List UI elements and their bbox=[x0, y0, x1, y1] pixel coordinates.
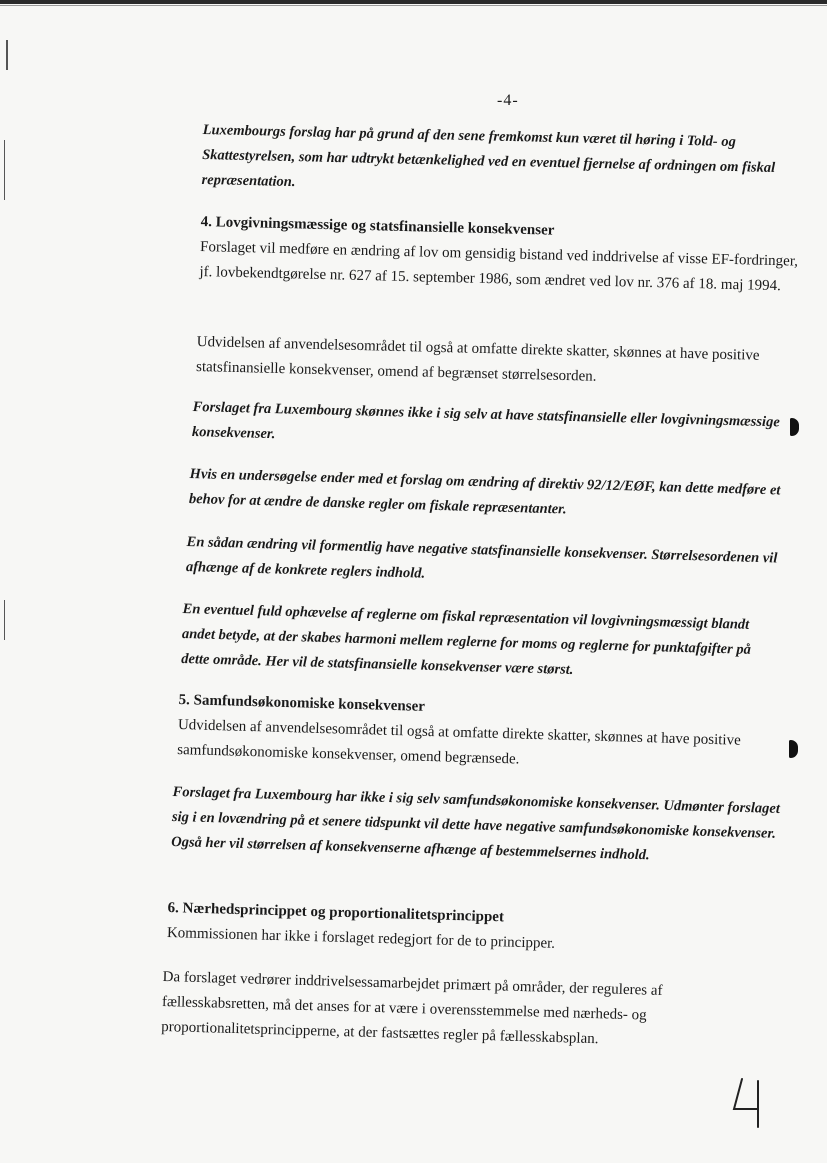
scan-left-edge-mark bbox=[4, 140, 5, 200]
scan-top-edge bbox=[0, 0, 827, 4]
scan-left-edge-mark bbox=[6, 40, 8, 70]
paragraph-direct-taxes-state: Udvidelsen af anvendelsesområdet til også at omfatte direkte skatter, skønnes at have positive statsfinansielle konsekvenser, omend af begrænset størrelsesorden. bbox=[195, 333, 760, 385]
section-5 bbox=[177, 688, 784, 780]
margin-punch-mark bbox=[789, 740, 798, 758]
paragraph-socioeconomic: Forslaget fra Luxembourg har ikke i sig selv samfundsøkonomiske konsekvenser. Udmønter forslaget sig i en lovændring på et senere tidspunkt vil dette have negative samfundsøkonomiske konsekvenser. Også her vil størrelsen af konsekvenserne afhænge af bestemmelsernes indhold. bbox=[171, 783, 781, 864]
paragraph-subsidiarity: Da forslaget vedrører inddrivelsessamarbejdet primært på områder, der reguleres af fællesskabsretten, må det anses for at være i overensstemmelse med nærheds- og proportionalitetsprincipperne, at der fastsættes regler på fællesskabsplan. bbox=[161, 968, 663, 1048]
scan-top-edge-line bbox=[0, 5, 827, 6]
paragraph-luxembourg-no-consequences: Forslaget fra Luxembourg skønnes ikke i sig selv at have statsfinansielle eller lovgivningsmæssige konsekvenser. bbox=[191, 398, 780, 443]
paragraph-luxembourg-hearing: Luxembourgs forslag har på grund af den sene fremkomst kun været til høring i Told- og Skattestyrelsen, som har udtrykt betænkelighed ved en eventuel fjernelse af ordningen om fiskal repræsentation. bbox=[201, 121, 776, 191]
section-4 bbox=[199, 210, 811, 300]
paragraph-negative-consequences: En sådan ændring vil formentlig have negative statsfinansielle konsekvenser. Størrelsesordenen vil afhænge af de konkrete reglers indhold. bbox=[185, 533, 778, 582]
scan-left-edge-mark bbox=[4, 600, 5, 640]
section-6-text: Kommissionen har ikke i forslaget redegjort for de to principper. bbox=[166, 924, 556, 952]
margin-punch-mark bbox=[790, 418, 799, 436]
page-number: -4- bbox=[497, 92, 519, 109]
section-5-text: Udvidelsen af anvendelsesområdet til også at omfatte direkte skatter, skønnes at have positive samfundsøkonomiske konsekvenser, omend begrænsede. bbox=[177, 716, 741, 768]
section-4-heading: 4. Lovgivningsmæssige og statsfinansielle konsekvenser bbox=[200, 213, 555, 239]
section-4-text: Forslaget vil medføre en ændring af lov om gensidig bistand ved inddrivelse af visse EF-fordringer, jf. lovbekendtgørelse nr. 627 af 15. september 1986, som ændret ved lov nr. 376 af 18. maj 1994. bbox=[199, 238, 799, 295]
paragraph-full-repeal: En eventuel fuld ophævelse af reglerne om fiskal repræsentation vil lovgivningsmæssigt blandt andet betyde, at der skabes harmoni mellem reglerne for moms og reglerne for punktafgifter på dette område. Her vil de statsfinansielle konsekvenser være størst. bbox=[181, 600, 752, 678]
section-6-heading: 6. Nærhedsprincippet og proportionalitetsprincippet bbox=[167, 899, 505, 926]
section-5-heading: 5. Samfundsøkonomiske konsekvenser bbox=[178, 691, 426, 715]
handwritten-page-number bbox=[728, 1075, 768, 1131]
paragraph-directive-change: Hvis en undersøgelse ender med et forslag om ændring af direktiv 92/12/EØF, kan dette medføre et behov for at ændre de danske regler om fiskale repræsentanter. bbox=[188, 465, 781, 518]
section-6 bbox=[167, 896, 773, 963]
